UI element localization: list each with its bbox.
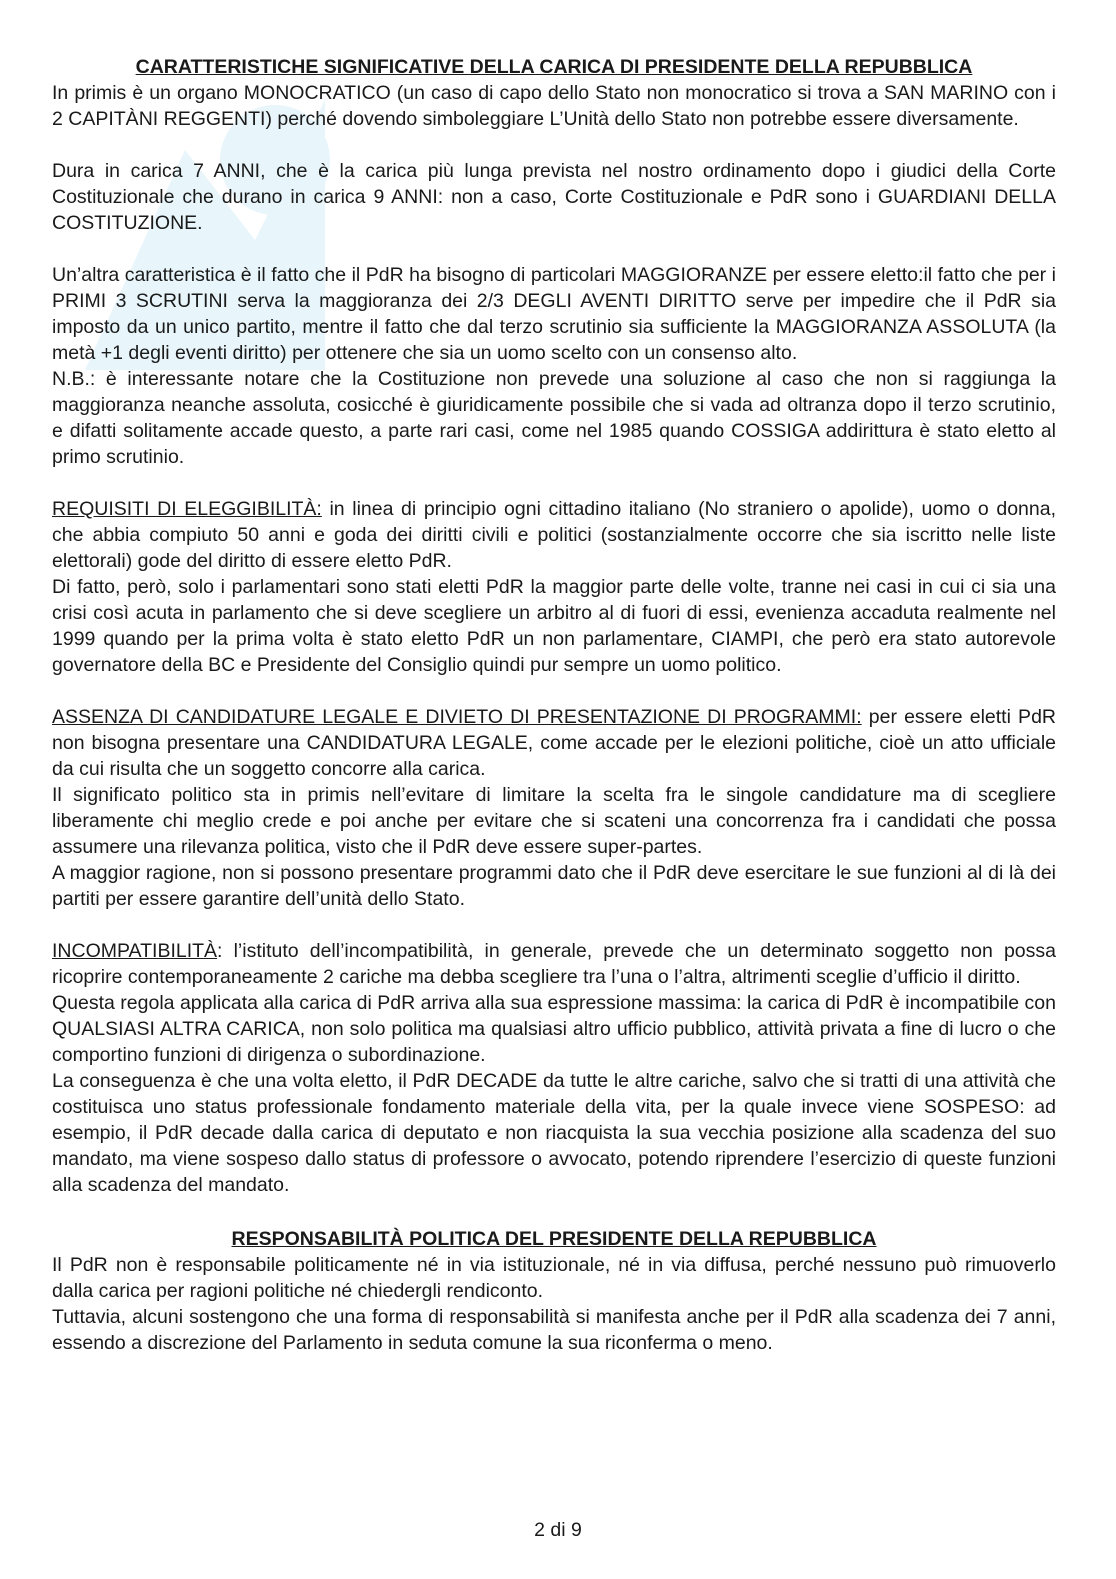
paragraph-durata: Dura in carica 7 ANNI, che è la carica più lunga prevista nel nostro ordinamento dopo i giudici della Corte Costituzionale che durano in carica 9 ANNI: non a caso, Corte Costituzionale e PdR sono i GUARDIANI DELLA COSTITUZIONE. — [52, 160, 1056, 234]
heading-candidature: ASSENZA DI CANDIDATURE LEGALE E DIVIETO DI PRESENTAZIONE DI PROGRAMMI: — [52, 706, 862, 728]
paragraph-tuttavia: Tuttavia, alcuni sostengono che una forma di responsabilità si manifesta anche per il PdR alla scadenza dei 7 anni, essendo a discrezione del Parlamento in seduta comune la sua riconferma o meno. — [52, 1306, 1056, 1354]
paragraph-candidature — [52, 704, 1056, 782]
paragraph-nb: N.B.: è interessante notare che la Costituzione non prevede una soluzione al caso che non si raggiunga la maggioranza neanche assoluta, cosicché è giuridicamente possibile che si vada ad oltranza dopo il terzo scrutinio, e difatti solitamente accade questo, a parte rari casi, come nel 1985 quando COSSIGA addirittura è stato eletto al primo scrutinio. — [52, 368, 1056, 468]
paragraph-incompatibilita — [52, 938, 1056, 990]
heading-requisiti: REQUISITI DI ELEGGIBILITÀ: — [52, 498, 322, 520]
text-requisiti: in linea di principio ogni cittadino italiano (No straniero o apolide), uomo o donna, che abbia compiuto 50 anni e goda dei diritti civili e politici (sostanzialmente occorre che sia iscritto nelle liste elettorali) gode del diritto di essere eletto PdR. — [52, 498, 1056, 572]
text-candidature: per essere eletti PdR non bisogna presentare una CANDIDATURA LEGALE, come accade per le elezioni politiche, cioè un atto ufficiale da cui risulta che un soggetto concorre alla carica. — [52, 706, 1056, 780]
paragraph-parlamentari: Di fatto, però, solo i parlamentari sono stati eletti PdR la maggior parte delle volte, tranne nei casi in cui ci sia una crisi così acuta in parlamento che si deve scegliere un arbitro al di fuori di essi, evenienza accaduta realmente nel 1999 quando per la prima volta è stato eletto PdR un non parlamentare, CIAMPI, che però era stato autorevole governatore della BC e Presidente del Consiglio quindi pur sempre un uomo politico. — [52, 576, 1056, 676]
paragraph-monocratico: In primis è un organo MONOCRATICO (un caso di capo dello Stato non monocratico si trova a SAN MARINO con i 2 CAPITÀNI REGGENTI) perché dovendo simboleggiare L’Unità dello Stato non potrebbe essere diversamente. — [52, 82, 1056, 130]
paragraph-requisiti — [52, 496, 1056, 574]
section-title-responsabilita: RESPONSABILITÀ POLITICA DEL PRESIDENTE DELLA REPUBBLICA — [231, 1228, 877, 1250]
paragraph-non-responsabile: Il PdR non è responsabile politicamente né in via istituzionale, né in via diffusa, perché nessuno può rimuoverlo dalla carica per ragioni politiche né chiedergli rendiconto. — [52, 1254, 1056, 1302]
text-incompatibilita: : l’istituto dell’incompatibilità, in generale, prevede che un determinato soggetto non possa ricoprire contemporaneamente 2 cariche ma debba scegliere tra l’una o l’altra, altrimenti sceglie d’ufficio il diritto. — [52, 940, 1056, 988]
document-body — [52, 54, 1056, 1356]
paragraph-programmi: A maggior ragione, non si possono presentare programmi dato che il PdR deve esercitare le sue funzioni al di là dei partiti per essere garantire dell’unità dello Stato. — [52, 862, 1056, 910]
page-number: 2 di 9 — [534, 1519, 582, 1541]
section-title-caratteristiche: CARATTERISTICHE SIGNIFICATIVE DELLA CARICA DI PRESIDENTE DELLA REPUBBLICA — [135, 56, 973, 78]
paragraph-conseguenza: La conseguenza è che una volta eletto, il PdR DECADE da tutte le altre cariche, salvo che si tratti di una attività che costituisca uno status professionale fondamento materiale della vita, per la quale invece viene SOSPESO: ad esempio, il PdR decade dalla carica di deputato e non riacquista la sua vecchia posizione alla scadenza del suo mandato, ma viene sospeso dallo status di professore o avvocato, potendo riprendere l’esercizio di queste funzioni alla scadenza del mandato. — [52, 1070, 1056, 1196]
paragraph-regola: Questa regola applicata alla carica di PdR arriva alla sua espressione massima: la carica di PdR è incompatibile con QUALSIASI ALTRA CARICA, non solo politica ma qualsiasi altro ufficio pubblico, attività privata a fine di lucro o che comportino funzioni di dirigenza o subordinazione. — [52, 992, 1056, 1066]
paragraph-significato: Il significato politico sta in primis nell’evitare di limitare la scelta fra le singole candidature ma di scegliere liberamente chi meglio crede e poi anche per evitare che si scateni una concorrenza fra i candidati che possa assumere una rilevanza politica, visto che il PdR deve essere super-partes. — [52, 784, 1056, 858]
paragraph-maggioranze: Un’altra caratteristica è il fatto che il PdR ha bisogno di particolari MAGGIORANZE per essere eletto:il fatto che per i PRIMI 3 SCRUTINI serva la maggioranza dei 2/3 DEGLI AVENTI DIRITTO serve per impedire che il PdR sia imposto da un unico partito, mentre il fatto che dal terzo scrutinio sia sufficiente la MAGGIORANZA ASSOLUTA (la metà +1 degli eventi diritto) per ottenere che sia un uomo scelto con un consenso alto. — [52, 264, 1056, 364]
heading-incompatibilita: INCOMPATIBILITÀ — [52, 940, 218, 962]
